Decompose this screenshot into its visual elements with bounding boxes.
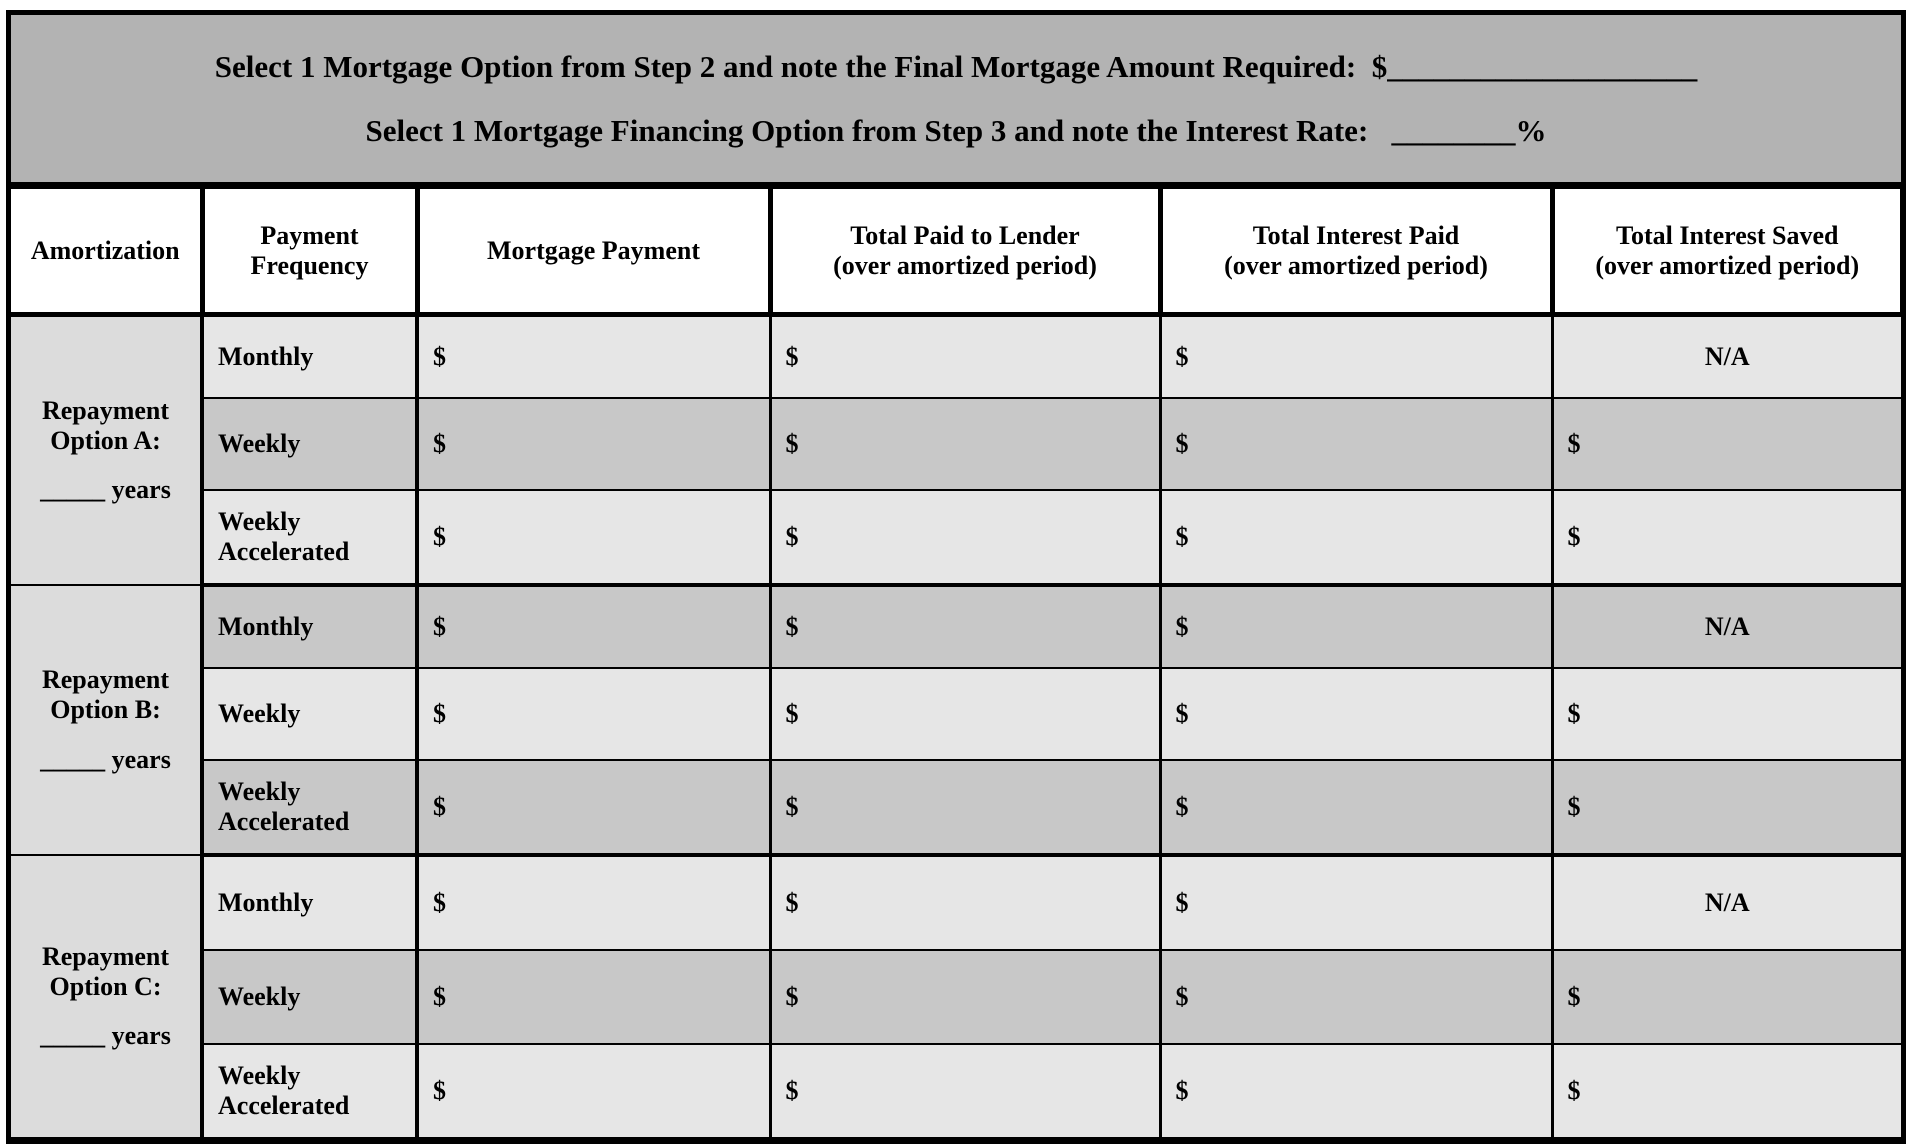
frequency-line1: Weekly: [218, 507, 301, 537]
total-paid-cell[interactable]: $: [770, 398, 1160, 490]
table-row: [11, 585, 1901, 668]
option-label-line2: Option A:: [50, 425, 161, 455]
col-header-interest-saved: [1552, 188, 1901, 315]
total-paid-cell[interactable]: $: [770, 950, 1160, 1044]
interest-saved-cell[interactable]: $: [1552, 950, 1901, 1044]
table-row: [11, 398, 1901, 490]
mortgage-payment-cell[interactable]: $: [417, 490, 770, 585]
col-header-frequency: [202, 188, 417, 315]
col-header-interest-paid-line1: Total Interest Paid: [1252, 220, 1460, 250]
col-header-amortization: Amortization: [11, 188, 202, 315]
frequency-cell: [202, 1044, 417, 1138]
option-label-line1: Repayment: [41, 395, 170, 425]
table-row: [11, 950, 1901, 1044]
interest-paid-cell[interactable]: $: [1160, 950, 1552, 1044]
table-row: [11, 1044, 1901, 1138]
interest-saved-cell: N/A: [1552, 585, 1901, 668]
interest-paid-cell[interactable]: $: [1160, 490, 1552, 585]
col-header-frequency-line1: Payment: [260, 220, 359, 250]
table-row: [11, 855, 1901, 950]
frequency-cell: Monthly: [202, 855, 417, 950]
col-header-total-paid: [770, 188, 1160, 315]
frequency-cell: Monthly: [202, 585, 417, 668]
mortgage-payment-cell[interactable]: $: [417, 315, 770, 399]
mortgage-payment-cell[interactable]: $: [417, 950, 770, 1044]
interest-saved-cell[interactable]: $: [1552, 490, 1901, 585]
total-paid-cell[interactable]: $: [770, 490, 1160, 585]
frequency-line2: Accelerated: [218, 537, 350, 566]
mortgage-payment-cell[interactable]: $: [417, 760, 770, 855]
interest-saved-cell: N/A: [1552, 315, 1901, 399]
total-paid-cell[interactable]: $: [770, 1044, 1160, 1138]
frequency-cell: [202, 490, 417, 585]
interest-paid-cell[interactable]: $: [1160, 760, 1552, 855]
col-header-total-paid-line2: (over amortized period): [833, 250, 1097, 280]
table-row: [11, 315, 1901, 399]
frequency-cell: [202, 760, 417, 855]
total-paid-cell[interactable]: $: [770, 585, 1160, 668]
repayment-option-c: [11, 855, 202, 1138]
instructions-banner: [11, 15, 1901, 187]
frequency-line2: Accelerated: [218, 807, 350, 836]
frequency-line1: Weekly: [218, 1061, 301, 1091]
total-paid-cell[interactable]: $: [770, 668, 1160, 760]
table-row: [11, 490, 1901, 585]
interest-saved-cell[interactable]: $: [1552, 1044, 1901, 1138]
frequency-line1: Weekly: [218, 777, 301, 807]
interest-saved-cell: N/A: [1552, 855, 1901, 950]
mortgage-payment-cell[interactable]: $: [417, 855, 770, 950]
frequency-cell: Weekly: [202, 668, 417, 760]
interest-saved-cell[interactable]: $: [1552, 760, 1901, 855]
interest-saved-cell[interactable]: $: [1552, 668, 1901, 760]
col-header-frequency-line2: Frequency: [250, 250, 369, 280]
interest-paid-cell[interactable]: $: [1160, 585, 1552, 668]
repayment-option-b: [11, 585, 202, 855]
col-header-interest-paid-line2: (over amortized period): [1224, 250, 1488, 280]
repayment-option-a: [11, 315, 202, 586]
option-label-line2: Option B:: [50, 695, 161, 725]
col-header-total-paid-line1: Total Paid to Lender: [850, 220, 1080, 250]
header-row: [11, 188, 1901, 315]
total-paid-cell[interactable]: $: [770, 315, 1160, 399]
interest-paid-cell[interactable]: $: [1160, 668, 1552, 760]
option-label-line1: Repayment: [41, 941, 170, 971]
frequency-line2: Accelerated: [218, 1091, 350, 1120]
total-paid-cell[interactable]: $: [770, 760, 1160, 855]
col-header-interest-saved-line1: Total Interest Saved: [1616, 220, 1839, 250]
interest-paid-cell[interactable]: $: [1160, 398, 1552, 490]
interest-paid-cell[interactable]: $: [1160, 315, 1552, 399]
mortgage-payment-cell[interactable]: $: [417, 585, 770, 668]
mortgage-amount-instruction: Select 1 Mortgage Option from Step 2 and note the Final Mortgage Amount Required: $____________________: [214, 48, 1698, 84]
mortgage-worksheet: [6, 10, 1906, 1144]
table-row: [11, 760, 1901, 855]
years-blank[interactable]: _____ years: [40, 744, 171, 774]
frequency-cell: Monthly: [202, 315, 417, 399]
col-header-interest-paid: [1160, 188, 1552, 315]
interest-rate-instruction: Select 1 Mortgage Financing Option from Step 3 and note the Interest Rate: ________%: [365, 112, 1547, 148]
option-label-line2: Option C:: [49, 971, 162, 1001]
frequency-cell: Weekly: [202, 950, 417, 1044]
frequency-cell: Weekly: [202, 398, 417, 490]
mortgage-payment-cell[interactable]: $: [417, 668, 770, 760]
mortgage-payment-cell[interactable]: $: [417, 1044, 770, 1138]
col-header-interest-saved-line2: (over amortized period): [1595, 250, 1860, 280]
interest-paid-cell[interactable]: $: [1160, 855, 1552, 950]
total-paid-cell[interactable]: $: [770, 855, 1160, 950]
years-blank[interactable]: _____ years: [40, 1021, 171, 1051]
interest-saved-cell[interactable]: $: [1552, 398, 1901, 490]
mortgage-payment-cell[interactable]: $: [417, 398, 770, 490]
option-label-line1: Repayment: [41, 665, 170, 695]
col-header-mortgage-payment: Mortgage Payment: [417, 188, 770, 315]
interest-paid-cell[interactable]: $: [1160, 1044, 1552, 1138]
payment-comparison-table: [11, 187, 1902, 1139]
years-blank[interactable]: _____ years: [40, 475, 171, 505]
table-row: [11, 668, 1901, 760]
